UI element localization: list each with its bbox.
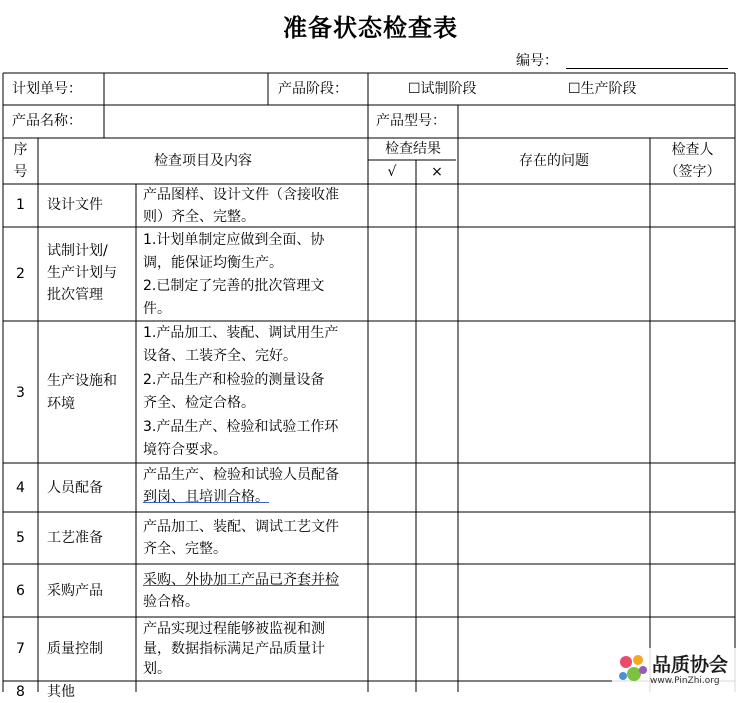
watermark-name: 品质协会 — [652, 654, 729, 676]
product-name-label: 产品名称： — [12, 113, 82, 129]
row-3-item-line: 环境 — [47, 396, 75, 412]
items-header: 检查项目及内容 — [154, 153, 252, 169]
row-5-content-line: 齐全、完整。 — [143, 541, 227, 557]
row-6-item: 采购产品 — [47, 583, 103, 599]
row-5-seq: 5 — [16, 530, 25, 546]
row-7-seq: 7 — [16, 641, 25, 657]
result-header: 检查结果 — [385, 141, 441, 157]
row-2-content-line: 件。 — [143, 301, 171, 317]
row-6-content-line: 验合格。 — [143, 594, 199, 610]
row-7-content-line: 产品实现过程能够被监视和测 — [143, 621, 325, 637]
row-1-content-line: 产品图样、设计文件（含接收准 — [143, 187, 339, 203]
row-3-seq: 3 — [16, 385, 25, 401]
row-1-item: 设计文件 — [47, 197, 103, 213]
row-3-content-line: 设备、工装齐全、完好。 — [143, 348, 297, 364]
trial-stage-checkbox[interactable]: ☐试制阶段 — [408, 81, 477, 97]
row-4-content-line: 到岗、且培训合格。 — [143, 489, 269, 505]
watermark-url: www.PinZhi.org — [650, 676, 720, 686]
row-8-item: 其他 — [47, 684, 75, 700]
inspector-header-1: 检查人 — [671, 142, 714, 158]
row-2-item-line: 试制计划/ — [47, 243, 108, 259]
row-7-content-line: 划。 — [143, 661, 171, 677]
row-8-seq: 8 — [16, 684, 25, 700]
product-stage-label: 产品阶段： — [278, 81, 348, 97]
page-title: 准备状态检查表 — [283, 13, 458, 42]
row-4-content-line: 产品生产、检验和试验人员配备 — [143, 467, 339, 483]
row-3-content-line: 齐全、检定合格。 — [143, 395, 255, 411]
row-1-content-line: 则）齐全、完整。 — [143, 209, 255, 225]
row-2-item-line: 生产计划与 — [47, 265, 117, 281]
row-3-content-line: 2.产品生产和检验的测量设备 — [143, 372, 325, 388]
seq-header-2: 号 — [13, 164, 28, 180]
row-2-content-line: 2.已制定了完善的批次管理文 — [143, 278, 325, 294]
row-4-seq: 4 — [16, 480, 25, 496]
product-model-label: 产品型号： — [376, 113, 446, 129]
row-6-content-line: 采购、外协加工产品已齐套并检 — [143, 572, 339, 588]
row-1-seq: 1 — [16, 197, 25, 213]
row-3-item-line: 生产设施和 — [47, 373, 117, 389]
issues-header: 存在的问题 — [519, 153, 589, 169]
inspector-header-2: （签字） — [664, 164, 721, 180]
row-5-content-line: 产品加工、装配、调试工艺文件 — [143, 519, 339, 535]
check-mark-header: √ — [387, 164, 397, 180]
cross-mark-header: × — [431, 164, 443, 180]
row-2-content-line: 调，能保证均衡生产。 — [143, 255, 283, 271]
production-stage-checkbox[interactable]: ☐生产阶段 — [568, 81, 637, 97]
row-3-content-line: 1.产品加工、装配、调试用生产 — [143, 325, 339, 341]
row-3-content-line: 境符合要求。 — [143, 442, 227, 458]
row-7-item: 质量控制 — [47, 641, 103, 657]
row-4-item: 人员配备 — [47, 480, 103, 496]
seq-header-1: 序 — [13, 142, 28, 158]
row-2-seq: 2 — [16, 266, 25, 282]
row-5-item: 工艺准备 — [47, 530, 103, 546]
row-6-seq: 6 — [16, 583, 25, 599]
row-3-content-line: 3.产品生产、检验和试验工作环 — [143, 419, 339, 435]
doc-number-label: 编号： — [516, 53, 558, 69]
row-7-content-line: 量，数据指标满足产品质量计 — [143, 641, 325, 657]
row-2-item-line: 批次管理 — [47, 287, 103, 303]
plan-number-label: 计划单号： — [12, 81, 82, 97]
row-2-content-line: 1.计划单制定应做到全面、协 — [143, 232, 325, 248]
